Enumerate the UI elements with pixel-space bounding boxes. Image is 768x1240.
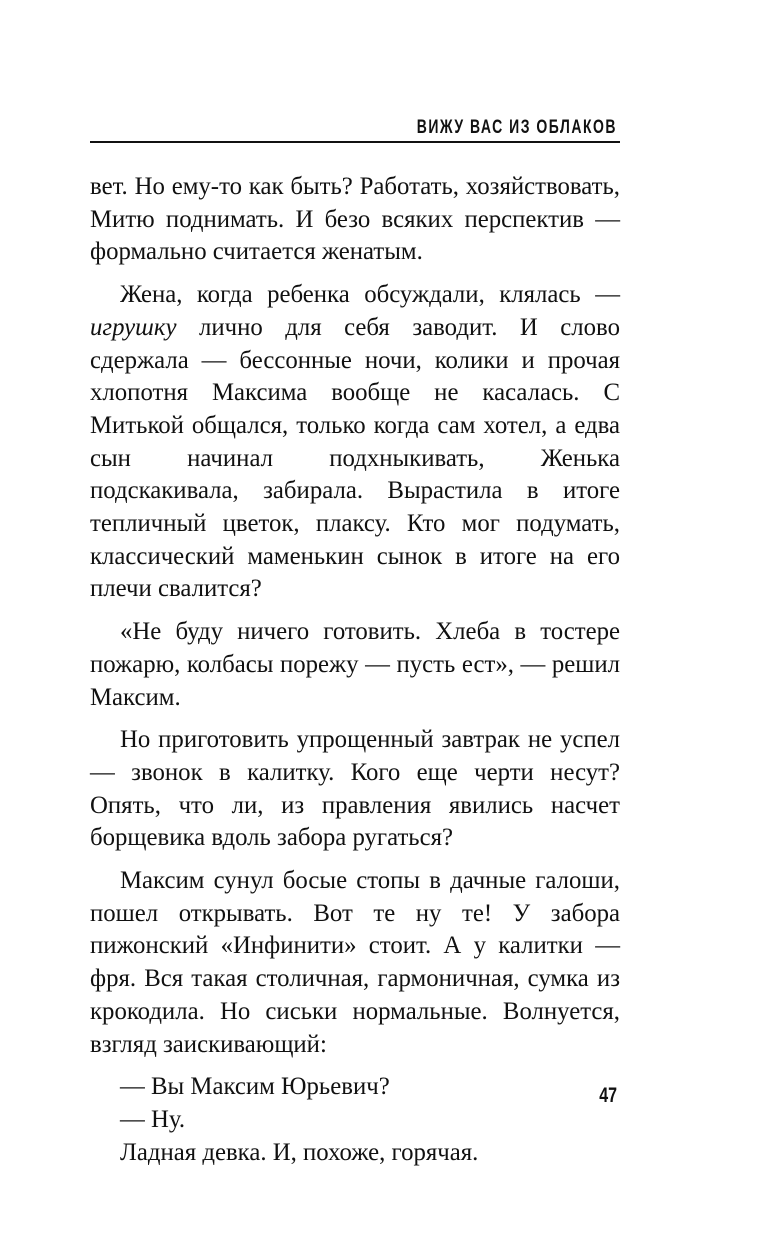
paragraph — [90, 279, 620, 606]
dialogue-line: — Вы Максим Юрьевич? — [120, 1073, 390, 1101]
running-title: ВИЖУ ВАС ИЗ ОБЛАКОВ — [416, 115, 617, 138]
paragraph: Но приготовить упрощенный завтрак не успел — звонок в калитку. Кого еще черти несут? Опять, что ли, из правления явились насчет борщевика вдоль забора ругаться? — [90, 726, 620, 852]
dialogue-line: — Ну. — [120, 1105, 186, 1133]
page-number: 47 — [599, 1085, 617, 1108]
paragraph-lead: Жена, когда ребенка обсуждали, клялась — — [120, 281, 620, 309]
paragraph: Ладная девка. И, похоже, горячая. — [120, 1138, 479, 1166]
paragraph-rest: лично для себя заводит. И слово сдержала — бессонные ночи, колики и прочая хлопотня Максима вообще не касалась. С Митькой общался, только когда сам хотел, а едва сын начинал подхныкивать, Женька подскакивала, забирала. Вырастила в итоге тепличный цветок, плаксу. Кто мог подумать, классический маменькин сынок в итоге на его плечи свалится? — [90, 313, 620, 603]
header-rule — [90, 141, 620, 143]
paragraph: Максим сунул босые стопы в дачные галоши, пошел открывать. Вот те ну те! У забора пижонский «Инфинити» стоит. А у калитки — фря. Вся такая столичная, гармоничная, сумка из крокодила. Но сиськи нормальные. Волнуется, взгляд заискивающий: — [90, 867, 620, 1058]
italic-word: игрушку — [90, 313, 177, 341]
page-body — [90, 171, 620, 1179]
paragraph: вет. Но ему-то как быть? Работать, хозяйствовать, Митю поднимать. И безо всяких перспектив — формально считается женатым. — [90, 173, 620, 266]
paragraph: «Не буду ничего готовить. Хлеба в тостере пожарю, колбасы порежу — пусть ест», — решил Максим. — [90, 618, 620, 711]
